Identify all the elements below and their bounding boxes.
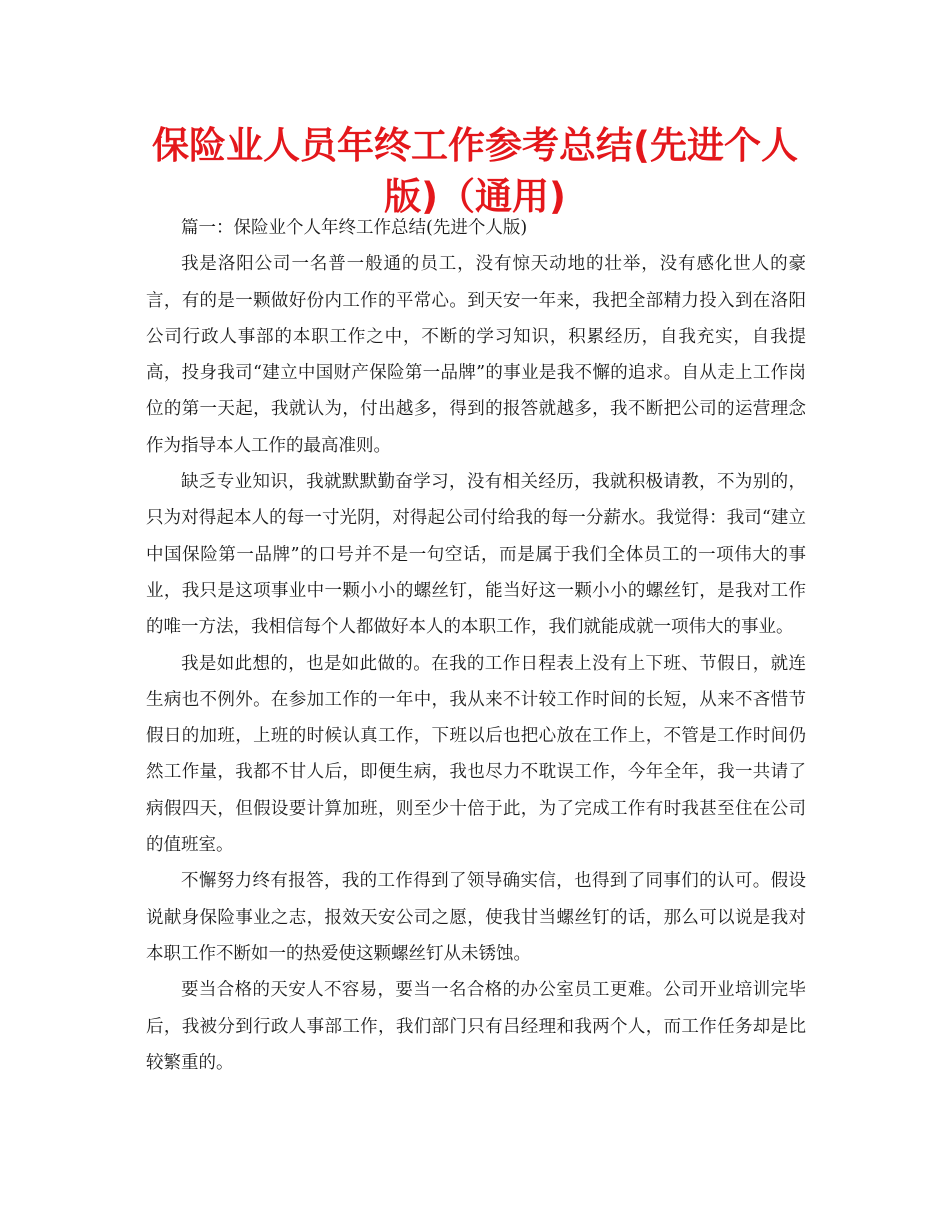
section-heading: 篇一：保险业个人年终工作总结(先进个人版) (181, 218, 528, 238)
paragraph-2: 缺乏专业知识，我就默默勤奋学习，没有相关经历，我就积极请教，不为别的，只为对得起本人的每一寸光阴，对得起公司付给我的每一分薪水。我觉得：我司“建立中国保险第一品牌”的口号并不是一句空话，而是属于我们全体员工的一项伟大的事业，我只是这项事业中一颗小小的螺丝钉，能当好这一颗小小的螺丝钉，是我对工作的唯一方法，我相信每个人都做好本人的本职工作，我们就能成就一项伟大的事业。 (146, 472, 806, 638)
paragraph-1: 我是洛阳公司一名普一般通的员工，没有惊天动地的壮举，没有感化世人的豪言，有的是一颗做好份内工作的平常心。到天安一年来，我把全部精力投入到在洛阳公司行政人事部的本职工作之中，不断的学习知识，积累经历，自我充实，自我提高，投身我司“建立中国财产保险第一品牌”的事业是我不懈的追求。自从走上工作岗位的第一天起，我就认为，付出越多，得到的报答就越多，我不断把公司的运营理念作为指导本人工作的最高准则。 (146, 254, 806, 456)
document-title: 保险业人员年终工作参考总结(先进个人版)（通用) (152, 124, 798, 218)
paragraph-4: 不懈努力终有报答，我的工作得到了领导确实信，也得到了同事们的认可。假设说献身保险事业之志，报效天安公司之愿，使我甘当螺丝钉的话，那么可以说是我对本职工作不断如一的热爱使这颗螺丝钉从未锈蚀。 (146, 871, 806, 964)
paragraph-5: 要当合格的天安人不容易，要当一名合格的办公室员工更难。公司开业培训完毕后，我被分到行政人事部工作，我们部门只有吕经理和我两个人，而工作任务却是比较繁重的。 (146, 980, 806, 1073)
paragraph-3: 我是如此想的，也是如此做的。在我的工作日程表上没有上下班、节假日，就连生病也不例外。在参加工作的一年中，我从来不计较工作时间的长短，从来不吝惜节假日的加班，上班的时候认真工作，下班以后也把心放在工作上，不管是工作时间仍然工作量，我都不甘人后，即便生病，我也尽力不耽误工作，今年全年，我一共请了病假四天，但假设要计算加班，则至少十倍于此，为了完成工作有时我甚至住在公司的值班室。 (146, 653, 806, 856)
document-body (146, 210, 806, 1081)
